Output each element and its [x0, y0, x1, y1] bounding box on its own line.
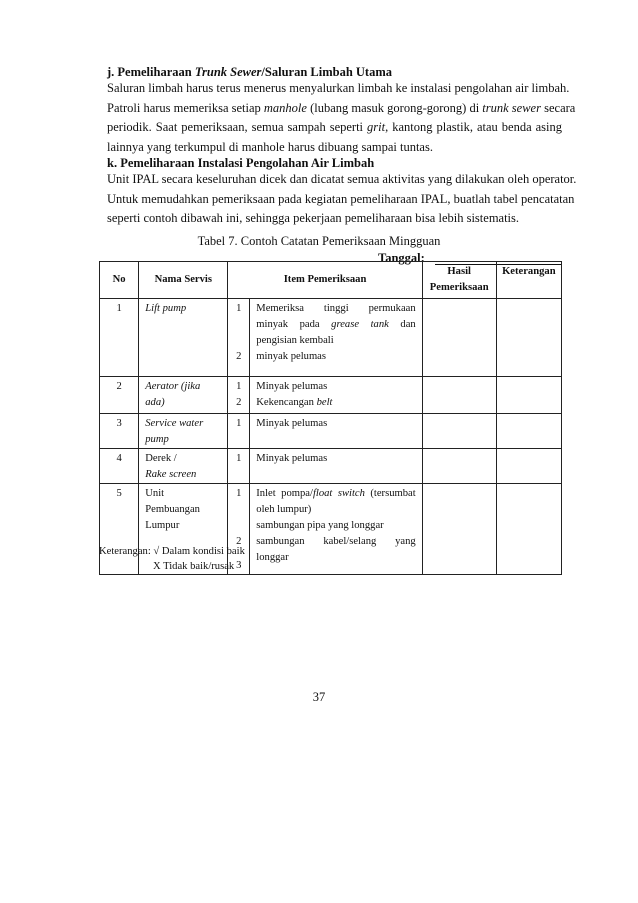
section-k-paragraph [107, 170, 577, 229]
row-2-no: 2 [100, 377, 139, 414]
row-4-hasil [422, 449, 496, 484]
row-5-hasil [422, 484, 496, 575]
legend-cross: X Tidak baik/rusak [153, 561, 235, 572]
table-row [100, 414, 562, 449]
row-1-item-numbers: 1 2 [228, 299, 250, 377]
row-5-items: Inlet pompa/float switch (tersumbat oleh lumpur) sambungan pipa yang longgar sambungan kabel/selang yang longgar [250, 484, 422, 575]
row-4-items: Minyak pelumas [250, 449, 422, 484]
row-1-no: 1 [100, 299, 139, 377]
header-nama-servis: Nama Servis [139, 262, 228, 299]
row-2-keterangan [496, 377, 561, 414]
table-header-row [100, 262, 562, 299]
row-2-servis: Aerator (jika ada) [139, 377, 228, 414]
row-5-keterangan [496, 484, 561, 575]
row-4-keterangan [496, 449, 561, 484]
section-j-heading: j. Pemeliharaan Trunk Sewer/Saluran Limbah Utama [107, 65, 393, 79]
legend-check: Keterangan: √ Dalam kondisi baik [99, 546, 245, 557]
section-k-line-3: seperti contoh dibawah ini, sehingga pekerjaan pemeliharaan bisa lebih sistematis. [107, 211, 520, 226]
row-1-servis: Lift pump [139, 299, 228, 377]
table-row [100, 449, 562, 484]
row-4-no: 4 [100, 449, 139, 484]
row-1-keterangan [496, 299, 561, 377]
section-j-line-4: lainnya yang terkumpul di manhole harus dibuang sampai tuntas. [107, 139, 433, 154]
section-j-line-3: periodik. Saat pemeriksaan, semua sampah seperti grit, kantong plastik, atau benda asing [107, 120, 562, 135]
section-k-line-2: Untuk memudahkan pemeriksaan pada kegiatan pemeliharaan IPAL, buatlah tabel pencatatan [107, 191, 575, 206]
row-4-item-numbers: 1 [228, 449, 250, 484]
section-k-heading: k. Pemeliharaan Instalasi Pengolahan Air Limbah [107, 156, 375, 170]
row-5-servis: Unit Pembuangan Lumpur [139, 484, 228, 575]
section-k-line-1: Unit IPAL secara keseluruhan dicek dan dicatat semua aktivitas yang dilakukan oleh operator. [107, 172, 577, 186]
row-3-keterangan [496, 414, 561, 449]
header-keterangan: Keterangan [496, 262, 561, 299]
row-2-items: Minyak pelumas Kekencangan belt [250, 377, 422, 414]
table-row [100, 377, 562, 414]
row-3-item-numbers: 1 [228, 414, 250, 449]
row-1-items: Memeriksa tinggi permukaan minyak pada grease tank dan pengisian kembali minyak pelumas [250, 299, 422, 377]
header-no: No [100, 262, 139, 299]
row-3-no: 3 [100, 414, 139, 449]
section-j-paragraph [107, 79, 576, 157]
page-number: 37 [312, 690, 326, 704]
header-item-pemeriksaan: Item Pemeriksaan [228, 262, 422, 299]
row-4-servis: Derek / Rake screen [139, 449, 228, 484]
row-3-items: Minyak pelumas [250, 414, 422, 449]
row-3-servis: Service water pump [139, 414, 228, 449]
header-hasil-pemeriksaan: Hasil Pemeriksaan [422, 262, 496, 299]
section-j-line-1: Saluran limbah harus terus menerus menyalurkan limbah ke instalasi pengolahan air limbah. [107, 81, 570, 95]
weekly-inspection-table [99, 261, 562, 575]
table-caption: Tabel 7. Contoh Catatan Pemeriksaan Mingguan [197, 234, 441, 248]
row-2-hasil [422, 377, 496, 414]
table-row [100, 299, 562, 377]
row-5-no: 5 [100, 484, 139, 575]
section-j-line-2: Patroli harus memeriksa setiap manhole (lubang masuk gorong-gorong) di trunk sewer secara [107, 100, 576, 115]
row-1-hasil [422, 299, 496, 377]
date-label: Tanggal: [378, 251, 425, 265]
row-3-hasil [422, 414, 496, 449]
row-2-item-numbers: 1 2 [228, 377, 250, 414]
row-5-item-numbers: 1 2 3 [228, 484, 250, 575]
